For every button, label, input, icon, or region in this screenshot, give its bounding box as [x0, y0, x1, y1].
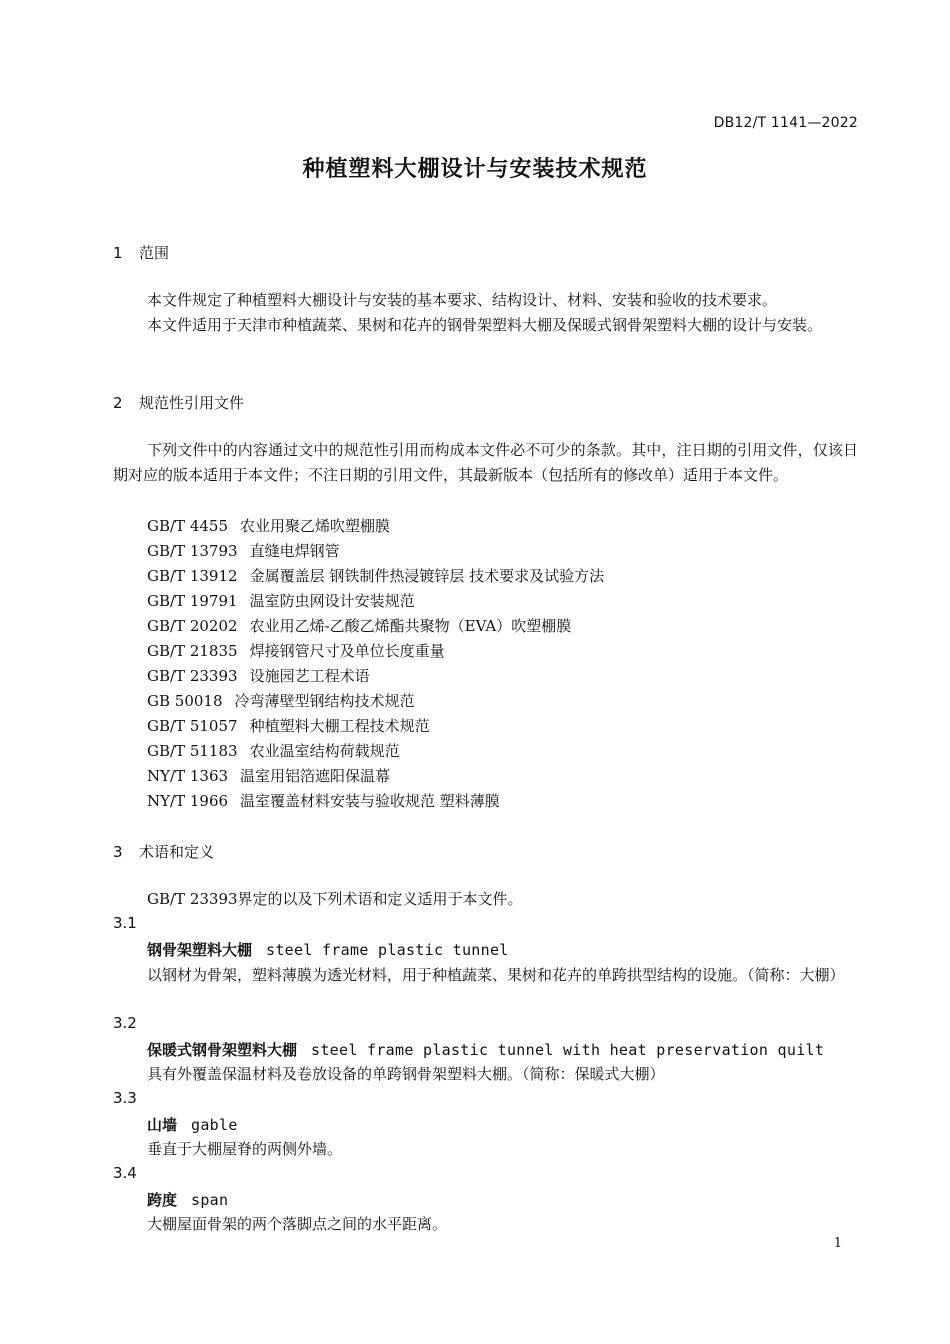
term-heading — [147, 1189, 228, 1210]
reference-code: GB/T 19791 — [147, 592, 238, 610]
term-definition: 具有外覆盖保温材料及卷放设备的单跨钢骨架塑料大棚。（简称：保暖式大棚） — [147, 1065, 665, 1083]
reference-item — [147, 715, 430, 736]
term-chinese: 钢骨架塑料大棚 — [147, 941, 253, 959]
reference-item — [147, 690, 415, 711]
reference-title: 金属覆盖层 钢铁制件热浸镀锌层 技术要求及试验方法 — [249, 567, 605, 585]
reference-item — [147, 790, 500, 811]
section-title: 术语和定义 — [139, 843, 215, 861]
reference-title: 农业用聚乙烯吹塑棚膜 — [240, 517, 391, 535]
reference-code: GB/T 51183 — [147, 742, 238, 760]
reference-code: GB/T 21835 — [147, 642, 238, 660]
reference-title: 设施园艺工程术语 — [249, 667, 370, 685]
reference-item — [147, 515, 390, 536]
term-english: span — [191, 1191, 229, 1209]
reference-title: 温室覆盖材料安装与验收规范 塑料薄膜 — [240, 792, 500, 810]
term-heading — [147, 1114, 238, 1135]
term-chinese: 山墙 — [147, 1116, 178, 1134]
reference-code: GB/T 13912 — [147, 567, 238, 585]
section-heading-normative — [113, 392, 244, 413]
term-number: 3.4 — [113, 1164, 137, 1182]
term-definition: 大棚屋面骨架的两个落脚点之间的水平距离。 — [147, 1215, 448, 1233]
terms-intro: GB/T 23393界定的以及下列术语和定义适用于本文件。 — [147, 890, 523, 908]
term-chinese: 跨度 — [147, 1191, 178, 1209]
normative-intro: 下列文件中的内容通过文中的规范性引用而构成本文件必不可少的条款。其中，注日期的引用文件，仅该日期对应的版本适用于本文件；不注日期的引用文件，其最新版本（包括所有的修改单）适用于本文件。 — [113, 441, 858, 484]
term-number: 3.2 — [113, 1014, 137, 1032]
reference-title: 温室防虫网设计安装规范 — [249, 592, 415, 610]
reference-title: 种植塑料大棚工程技术规范 — [249, 717, 430, 735]
page-number: 1 — [833, 1236, 842, 1251]
section-title: 范围 — [139, 244, 170, 262]
term-number: 3.3 — [113, 1089, 137, 1107]
reference-title: 焊接钢管尺寸及单位长度重量 — [249, 642, 445, 660]
reference-code: NY/T 1966 — [147, 792, 229, 810]
reference-code: NY/T 1363 — [147, 767, 229, 785]
term-heading — [147, 1039, 824, 1060]
section-number: 2 — [113, 394, 123, 412]
reference-code: GB/T 13793 — [147, 542, 238, 560]
reference-title: 农业温室结构荷载规范 — [249, 742, 400, 760]
reference-item — [147, 765, 390, 786]
reference-code: GB/T 4455 — [147, 517, 229, 535]
reference-item — [147, 740, 400, 761]
reference-code: GB/T 20202 — [147, 617, 238, 635]
reference-item — [147, 665, 370, 686]
section-title: 规范性引用文件 — [139, 394, 245, 412]
reference-item — [147, 565, 604, 586]
reference-code: GB 50018 — [147, 692, 223, 710]
section-heading-scope — [113, 242, 169, 263]
reference-title: 农业用乙烯-乙酸乙烯酯共聚物（EVA）吹塑棚膜 — [249, 617, 572, 635]
document-title: 种植塑料大棚设计与安装技术规范 — [302, 157, 648, 182]
scope-paragraph-2: 本文件适用于天津市种植蔬菜、果树和花卉的钢骨架塑料大棚及保暖式钢骨架塑料大棚的设计与安装。 — [147, 316, 823, 334]
reference-item — [147, 590, 415, 611]
term-english: gable — [191, 1116, 238, 1134]
reference-item — [147, 640, 445, 661]
reference-item — [147, 615, 571, 636]
term-definition: 垂直于大棚屋脊的两侧外墙。 — [147, 1140, 343, 1158]
term-chinese: 保暖式钢骨架塑料大棚 — [147, 1041, 298, 1059]
scope-paragraph-1: 本文件规定了种植塑料大棚设计与安装的基本要求、结构设计、材料、安装和验收的技术要求。 — [147, 291, 778, 309]
section-heading-terms — [113, 841, 214, 862]
reference-title: 直缝电焊钢管 — [249, 542, 340, 560]
section-number: 3 — [113, 843, 123, 861]
reference-title: 温室用铝箔遮阳保温幕 — [240, 767, 391, 785]
reference-title: 冷弯薄壁型钢结构技术规范 — [234, 692, 415, 710]
term-heading — [147, 939, 509, 960]
section-number: 1 — [113, 244, 123, 262]
term-english: steel frame plastic tunnel with heat preservation quilt — [311, 1041, 825, 1059]
reference-item — [147, 540, 340, 561]
reference-code: GB/T 51057 — [147, 717, 238, 735]
term-number: 3.1 — [113, 914, 137, 932]
term-english: steel frame plastic tunnel — [266, 941, 509, 959]
document-number: DB12/T 1141—2022 — [713, 115, 858, 131]
reference-code: GB/T 23393 — [147, 667, 238, 685]
term-definition: 以钢材为骨架，塑料薄膜为透光材料，用于种植蔬菜、果树和花卉的单跨拱型结构的设施。（简称：大棚） — [147, 966, 845, 984]
